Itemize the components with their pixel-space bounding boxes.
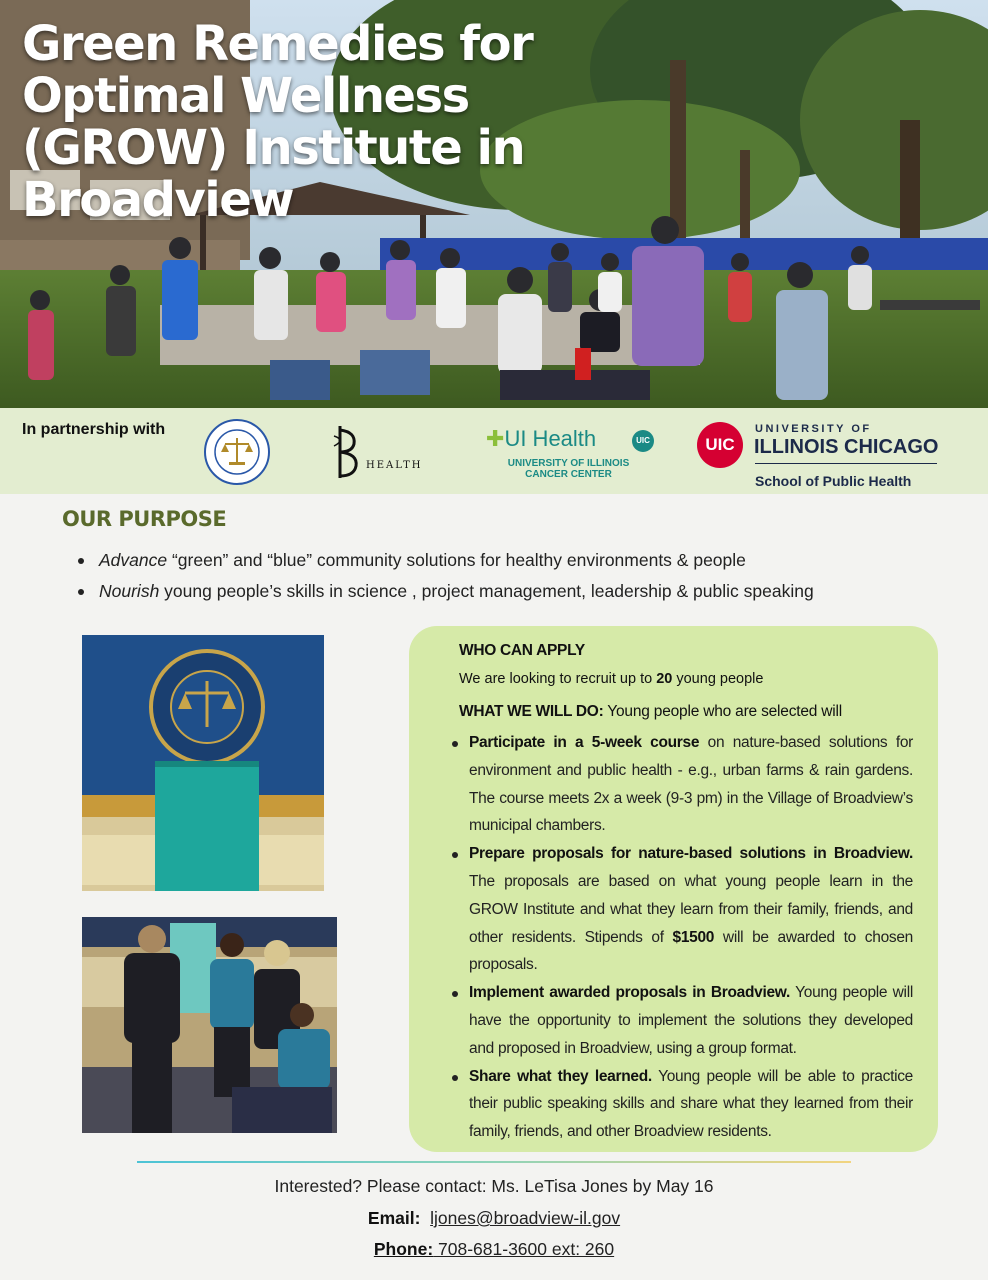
activity-text: Young people will have the opportunity to implement the solutions they developed and proposed in Broadview, using a group format. [469,984,913,1057]
recruit-count: 20 [656,671,673,687]
who-can-apply-panel [409,626,938,1152]
activity-title: Participate in a 5-week course [469,734,700,751]
what-we-will-do-text: Young people who are selected will [603,703,843,720]
phone-label: Phone: [373,1239,434,1259]
ui-health-sub2: CANCER CENTER [525,469,612,480]
purpose-heading: OUR PURPOSE [62,507,227,531]
b-health-word: HEALTH [366,460,423,471]
what-we-will-do-line [459,703,842,721]
who-can-apply-heading: WHO CAN APPLY [459,642,585,659]
uic-main-line: ILLINOIS CHICAGO [754,436,939,458]
broadview-seal-icon [203,418,271,486]
uic-logo [697,422,947,494]
activity-title: Share what they learned. [469,1067,652,1085]
activity-item [451,729,913,840]
footer-divider [137,1161,851,1163]
purpose-item-lead: Advance [99,550,168,570]
activity-text: Young people will be able to practice their public speaking skills and share what they learned from their family, friends, and other Broadview residents. [469,1067,913,1141]
partner-band [0,408,988,494]
recruit-line [459,671,763,687]
contact-line: Interested? Please contact: Ms. LeTisa Jones by May 16 [274,1176,714,1196]
ui-health-logo [486,426,661,486]
uic-school-line: School of Public Health [755,473,912,489]
ui-health-name [486,426,596,452]
email-label: Email: [367,1208,421,1228]
chambers-photo [82,635,324,891]
purpose-item-lead: Nourish [99,581,160,601]
activity-text: The proposals are based on what young people learn in the GROW Institute and what they learn from their family, friends, and other residents. Stipends of [469,872,913,946]
purpose-item [78,545,938,576]
uic-top-line: UNIVERSITY OF [755,423,872,435]
purpose-list [78,545,938,607]
phone-link[interactable]: 708-681-3600 ext: 260 [433,1239,615,1259]
meeting-photo-image [82,917,337,1133]
ui-health-subtitle [486,458,651,480]
activity-text: on nature-based solutions for environment and public health - e.g., urban farms & rain gardens. The course meets 2x a week (9-3 pm) in the Village of Broadview’s municipal chambers. [469,734,914,835]
ui-health-sub1: UNIVERSITY OF ILLINOIS [507,458,630,469]
chambers-photo-image [82,635,324,891]
activity-title: Prepare proposals for nature-based solutions in Broadview. [469,845,913,863]
uic-circle-icon: UIC [697,422,743,468]
b-health-logo [330,422,440,482]
b-health-icon [330,422,364,482]
uic-divider [755,463,937,464]
activity-text-end: will be awarded to chosen proposals. [469,928,913,974]
activity-item [451,840,913,979]
email-line [0,1208,988,1229]
hero-photo [0,0,988,408]
purpose-item-text: “green” and “blue” community solutions for healthy environments & people [167,550,746,570]
recruit-text: We are looking to recruit up to [459,671,657,687]
activities-list [451,729,913,1146]
page-title: Green Remedies for Optimal Wellness (GROW) Institute in Broadview [22,16,533,228]
activity-title: Implement awarded proposals in Broadview. [469,984,790,1002]
uic-badge-icon: UIC [632,430,654,452]
partnership-label: In partnership with [22,421,166,438]
purpose-item-text: young people’s skills in science , project management, leadership & public speaking [159,581,814,601]
meeting-photo [82,917,337,1133]
activity-item [451,1063,913,1146]
stipend-amount: $1500 [672,928,715,946]
what-we-will-do-heading: WHAT WE WILL DO: [459,703,604,720]
phone-line [0,1239,988,1260]
plus-icon: ✚ [486,426,505,451]
broadview-seal-logo [203,418,271,486]
email-link[interactable]: ljones@broadview-il.gov [430,1208,621,1228]
purpose-item [78,576,938,607]
recruit-text-end: young people [672,671,764,687]
ui-health-wordmark: UI Health [504,426,597,451]
activity-item [451,979,913,1062]
